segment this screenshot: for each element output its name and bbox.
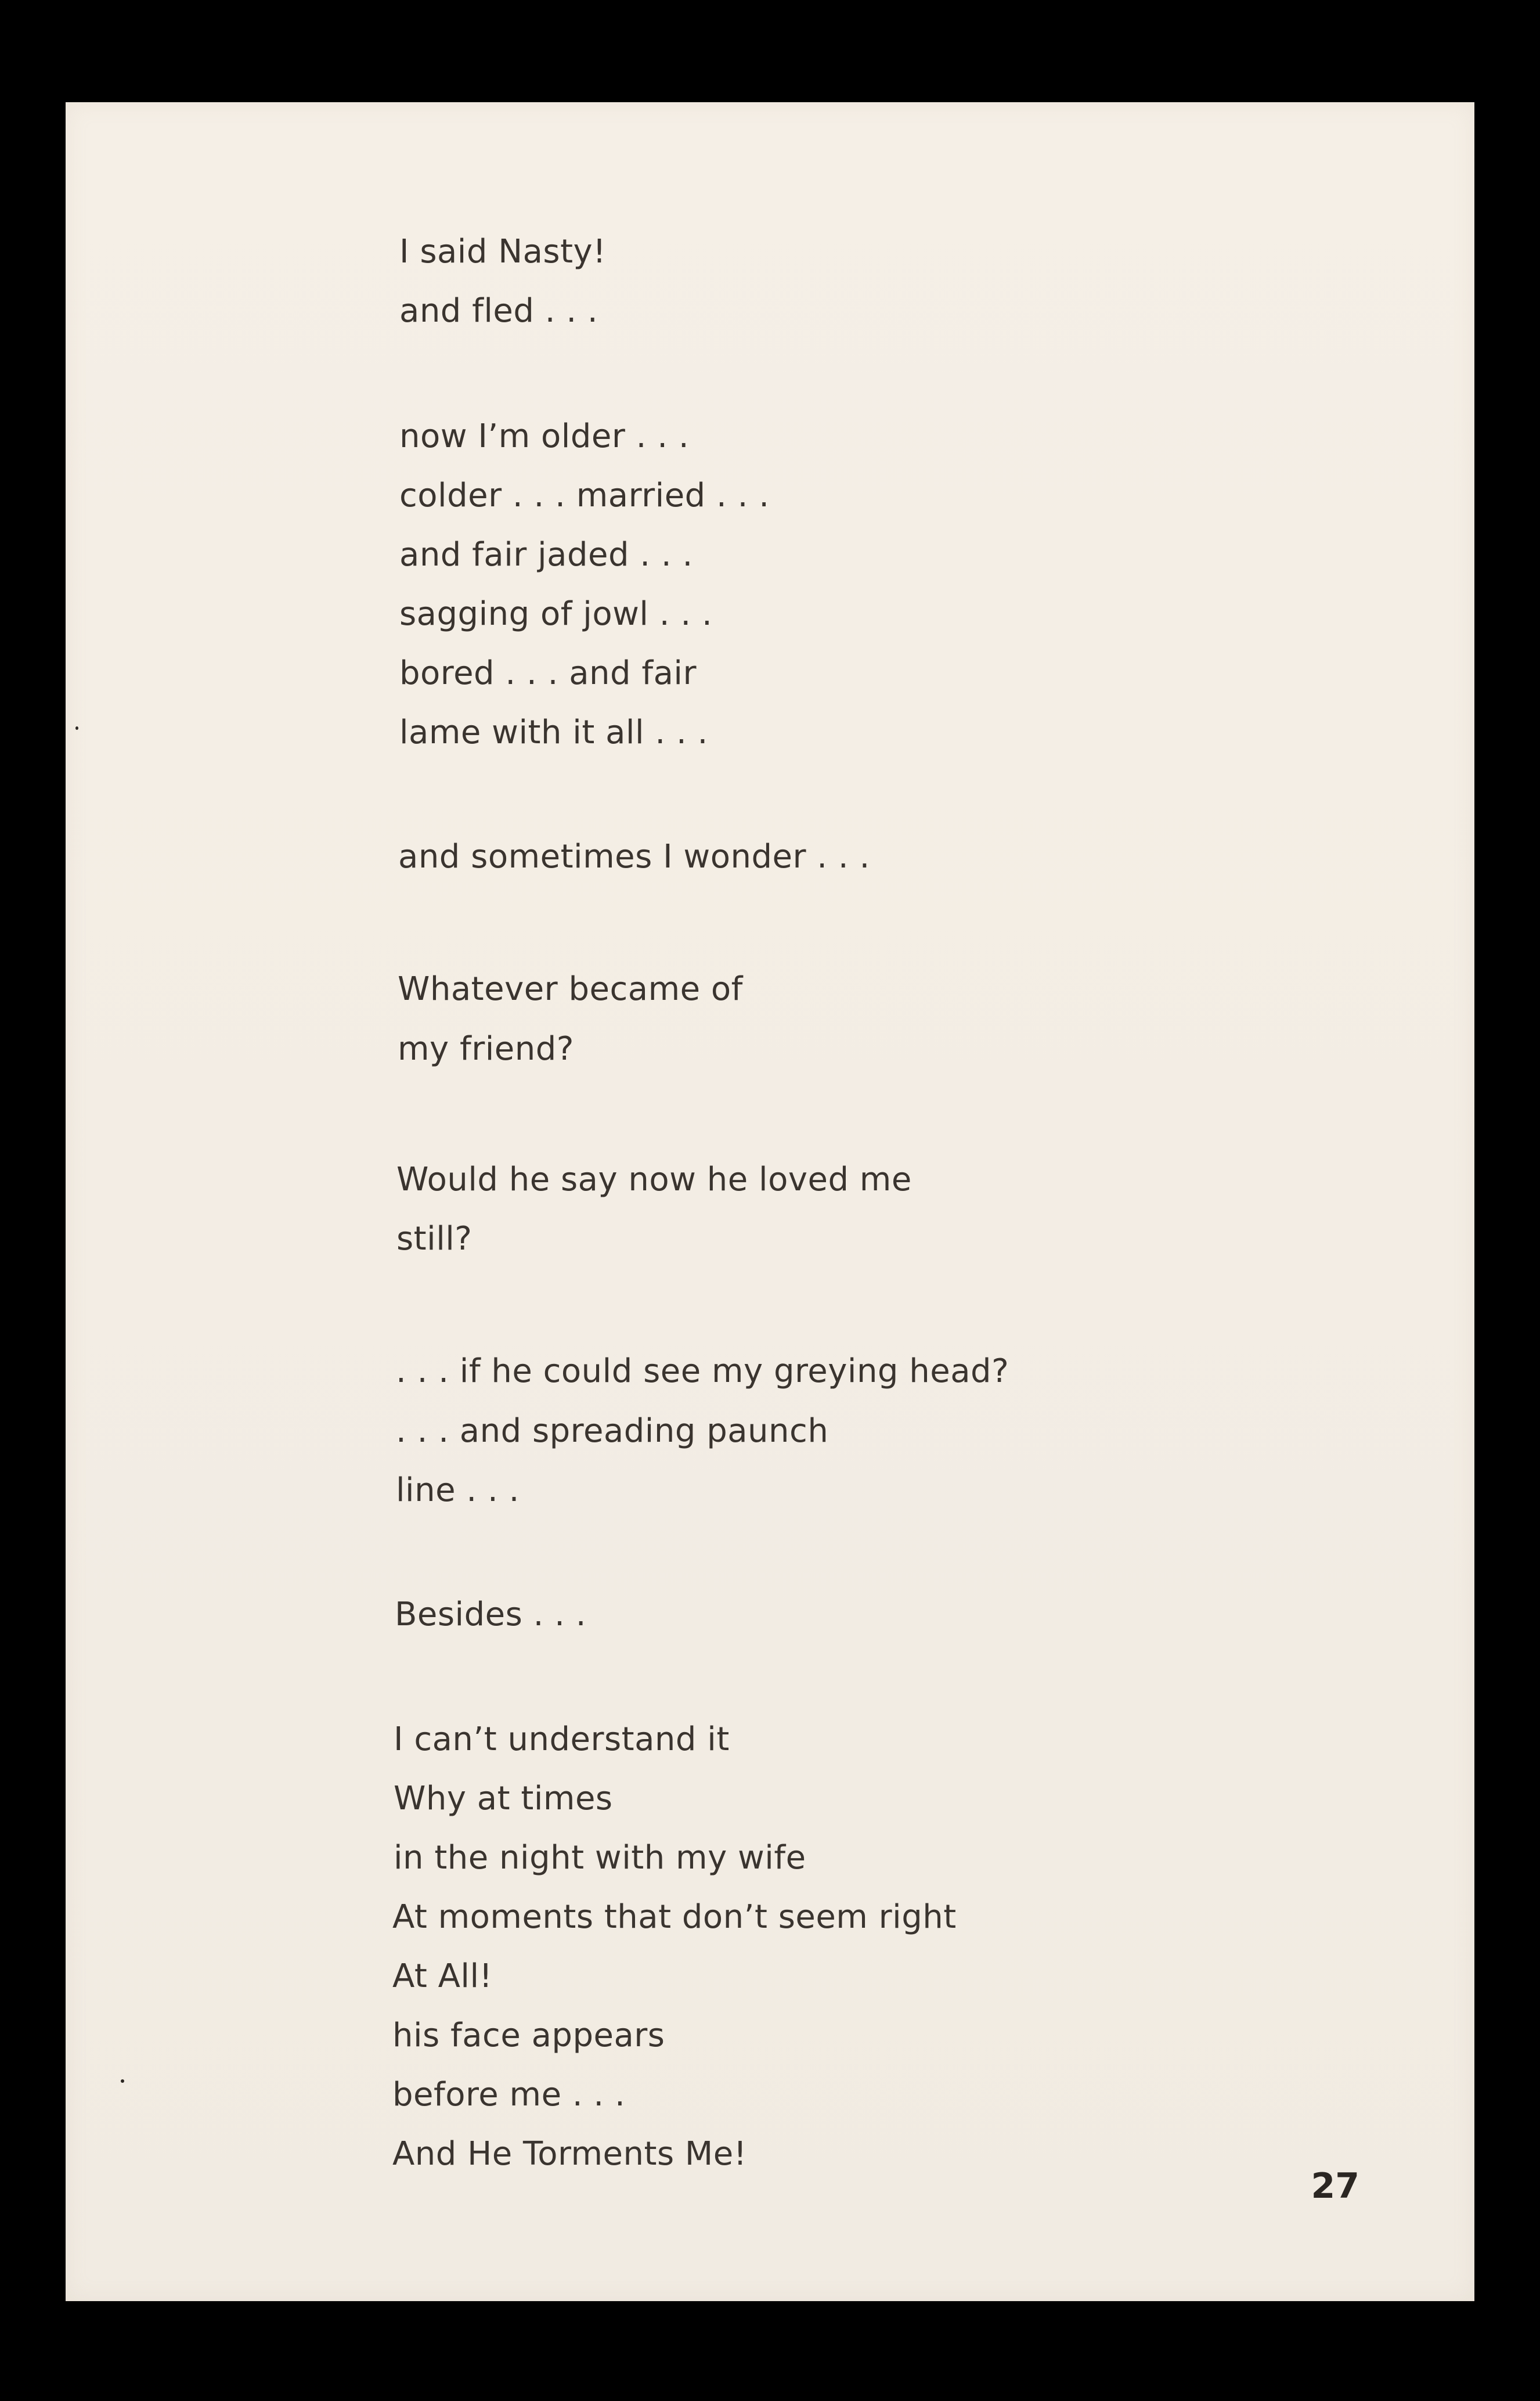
poem-line: At moments that don’t seem right [392,1898,957,1936]
page-number: 27 [1311,2166,1359,2206]
poem-line: before me . . . [392,2076,626,2114]
poem [66,102,1474,2301]
poem-line: At All! [392,1957,493,1995]
poem-line: colder . . . married . . . [399,477,770,514]
poem-line: bored . . . and fair [399,654,697,692]
book-page [66,102,1474,2301]
poem-line: and sometimes I wonder . . . [398,838,870,876]
poem-line: I can’t understand it [394,1720,730,1758]
paper-speck [75,726,78,730]
poem-line: in the night with my wife [394,1839,806,1877]
poem-line: still? [396,1220,473,1258]
poem-line: line . . . [396,1471,520,1509]
poem-line: Would he say now he loved me [396,1161,912,1198]
poem-line: Besides . . . [395,1596,587,1633]
poem-line: my friend? [398,1030,575,1068]
poem-line: now I’m older . . . [399,417,690,455]
poem-line: . . . and spreading paunch [396,1412,829,1450]
poem-line: . . . if he could see my greying head? [396,1352,1009,1390]
poem-line: and fled . . . [399,292,598,330]
poem-line: his face appears [392,2017,665,2054]
paper-speck [121,2079,124,2083]
poem-line: I said Nasty! [399,233,607,271]
poem-line: Whatever became of [398,970,743,1008]
poem-line: Why at times [394,1780,613,1817]
poem-line: sagging of jowl . . . [399,595,713,633]
poem-line: and fair jaded . . . [399,536,693,574]
poem-line: And He Torments Me! [392,2135,747,2173]
poem-line: lame with it all . . . [399,714,708,751]
